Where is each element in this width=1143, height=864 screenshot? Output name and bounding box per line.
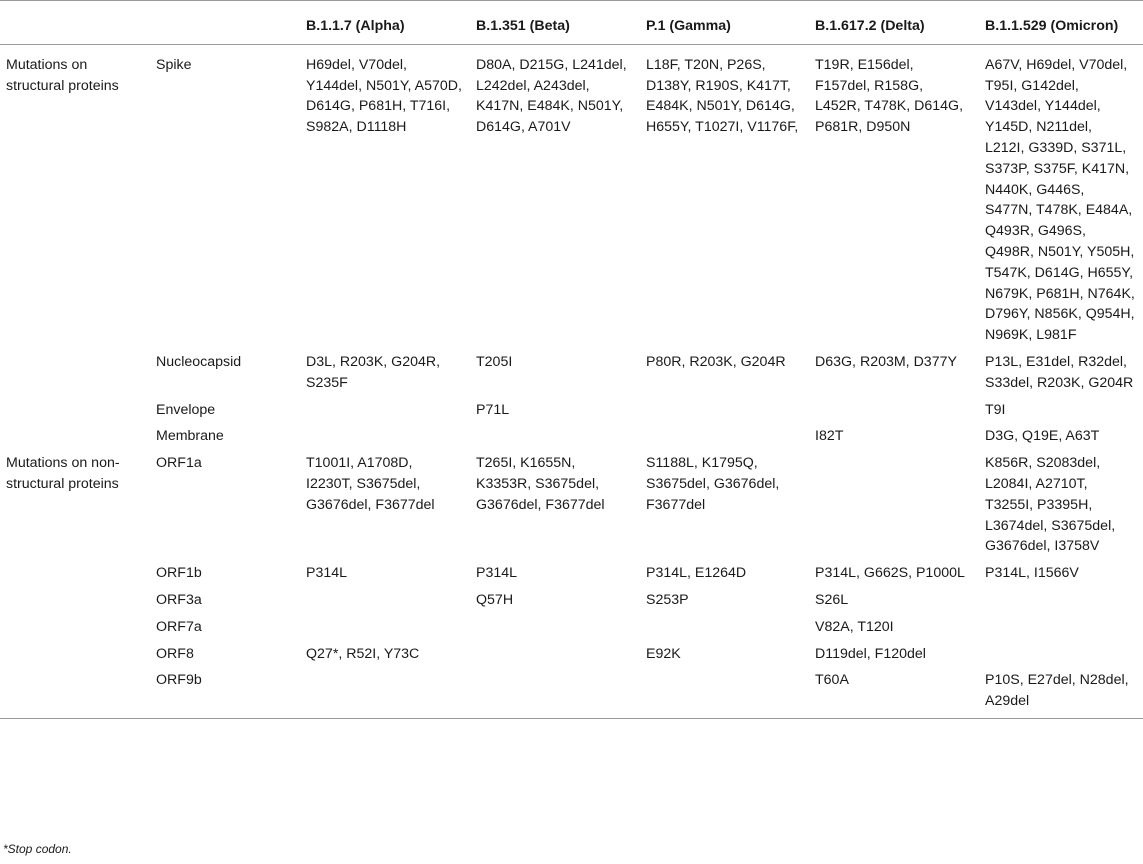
table-cell: P314L, I1566V: [985, 565, 1079, 582]
table-cell: P13L, E31del, R32del, S33del, R203K, G204R: [985, 353, 1134, 391]
group-label-empty: [0, 641, 150, 668]
table-cell: [640, 614, 809, 641]
table-cell: [300, 423, 470, 450]
table-cell: [470, 423, 640, 450]
protein-label: ORF3a: [156, 591, 202, 608]
group-label-empty: [0, 397, 150, 424]
table-cell: K856R, S2083del, L2084I, A2710T, T3255I, P3395H, L3674del, S3675del, G3676del, I3758V: [985, 455, 1116, 555]
table-cell: [470, 614, 640, 641]
table-row: [0, 667, 1143, 718]
table-cell: S253P: [646, 591, 689, 608]
table-row: [0, 614, 1143, 641]
table-cell: [809, 450, 979, 560]
table-cell: Q57H: [476, 591, 514, 608]
table-row: [0, 587, 1143, 614]
table-cell: [470, 667, 640, 718]
table-cell: E92K: [646, 645, 681, 662]
protein-label: ORF7a: [156, 618, 202, 635]
table-cell: S26L: [815, 591, 849, 608]
header-cell-omicron: B.1.1.529 (Omicron): [985, 18, 1119, 34]
table-cell: [300, 397, 470, 424]
table-cell: P80R, R203K, G204R: [646, 353, 786, 370]
table-row: [0, 641, 1143, 668]
table-cell: D3G, Q19E, A63T: [985, 428, 1100, 445]
table-header-row: [0, 1, 1143, 45]
table-cell: T60A: [815, 672, 849, 689]
table-cell: [640, 423, 809, 450]
protein-label: Nucleocapsid: [156, 353, 242, 370]
table-row: [0, 397, 1143, 424]
table-cell: T1001I, A1708D, I2230T, S3675del, G3676del, F3677del: [306, 455, 435, 513]
table-cell: T205I: [476, 353, 513, 370]
protein-label: ORF9b: [156, 672, 202, 689]
protein-label: ORF1a: [156, 455, 202, 472]
header-cell-protein: [150, 1, 300, 45]
table-cell: [300, 614, 470, 641]
table-cell: [300, 667, 470, 718]
table-cell: D80A, D215G, L241del, L242del, A243del, K417N, E484K, N501Y, D614G, A701V: [476, 56, 627, 136]
group-label-empty: [0, 614, 150, 641]
group-label-empty: [0, 349, 150, 397]
table-cell: P314L, E1264D: [646, 565, 747, 582]
group-label-empty: [0, 560, 150, 587]
table-cell: D63G, R203M, D377Y: [815, 353, 957, 370]
table-row: [0, 450, 1143, 560]
table-cell: [979, 641, 1143, 668]
header-cell-gamma: P.1 (Gamma): [646, 18, 731, 34]
group-label-empty: [0, 587, 150, 614]
protein-label: Envelope: [156, 401, 216, 418]
group-label-empty: [0, 667, 150, 718]
table-cell: [809, 397, 979, 424]
table-row: [0, 44, 1143, 349]
table-cell: I82T: [815, 428, 844, 445]
table-cell: P314L: [306, 565, 348, 582]
table-cell: [300, 587, 470, 614]
table-cell: T265I, K1655N, K3353R, S3675del, G3676del, F3677del: [476, 455, 605, 513]
header-cell-beta: B.1.351 (Beta): [476, 18, 570, 34]
header-cell-alpha: B.1.1.7 (Alpha): [306, 18, 405, 34]
table-cell: [640, 397, 809, 424]
table-row: [0, 423, 1143, 450]
footnote: *Stop codon.: [3, 842, 72, 856]
table-cell: Q27*, R52I, Y73C: [306, 645, 420, 662]
table-cell: T9I: [985, 401, 1006, 418]
table-cell: [979, 587, 1143, 614]
group-label-nonstructural: Mutations on non-structural proteins: [6, 455, 120, 492]
protein-label: Membrane: [156, 428, 224, 445]
protein-label: Spike: [156, 56, 192, 73]
table-cell: L18F, T20N, P26S, D138Y, R190S, K417T, E484K, N501Y, D614G, H655Y, T1027I, V1176F,: [646, 56, 799, 136]
table-cell: T19R, E156del, F157del, R158G, L452R, T478K, D614G, P681R, D950N: [815, 56, 964, 136]
group-label-structural: Mutations on structural proteins: [6, 56, 119, 94]
table-cell: [979, 614, 1143, 641]
group-label-empty: [0, 423, 150, 450]
table-cell: P314L: [476, 565, 518, 582]
header-cell-delta: B.1.617.2 (Delta): [815, 18, 925, 34]
protein-label: ORF8: [156, 645, 194, 662]
table-cell: P314L, G662S, P1000L: [815, 565, 965, 582]
table-row: [0, 349, 1143, 397]
header-cell-group: [0, 1, 150, 45]
table-cell: [640, 667, 809, 718]
protein-label: ORF1b: [156, 565, 202, 582]
table-row: [0, 560, 1143, 587]
table-cell: D3L, R203K, G204R, S235F: [306, 353, 441, 391]
table-cell: P10S, E27del, N28del, A29del: [985, 672, 1129, 710]
table-cell: D119del, F120del: [815, 645, 926, 662]
table-cell: H69del, V70del, Y144del, N501Y, A570D, D614G, P681H, T716I, S982A, D1118H: [306, 56, 462, 136]
table-cell: P71L: [476, 401, 510, 418]
table-cell: [470, 641, 640, 668]
table-cell: S1188L, K1795Q, S3675del, G3676del, F3677del: [646, 455, 780, 513]
table-cell: V82A, T120I: [815, 618, 894, 635]
table-cell: A67V, H69del, V70del, T95I, G142del, V143del, Y144del, Y145D, N211del, L212I, G339D, S371L, S373P, S375F, K417N, N440K, G446S, S477N, T478K, E484A, Q493R, G496S, Q498R, N501Y, Y505H, T547K, D614G, H655Y, N679K, P681H, N764K, D796Y, N856K, Q954H, N969K, L981F: [985, 56, 1135, 344]
